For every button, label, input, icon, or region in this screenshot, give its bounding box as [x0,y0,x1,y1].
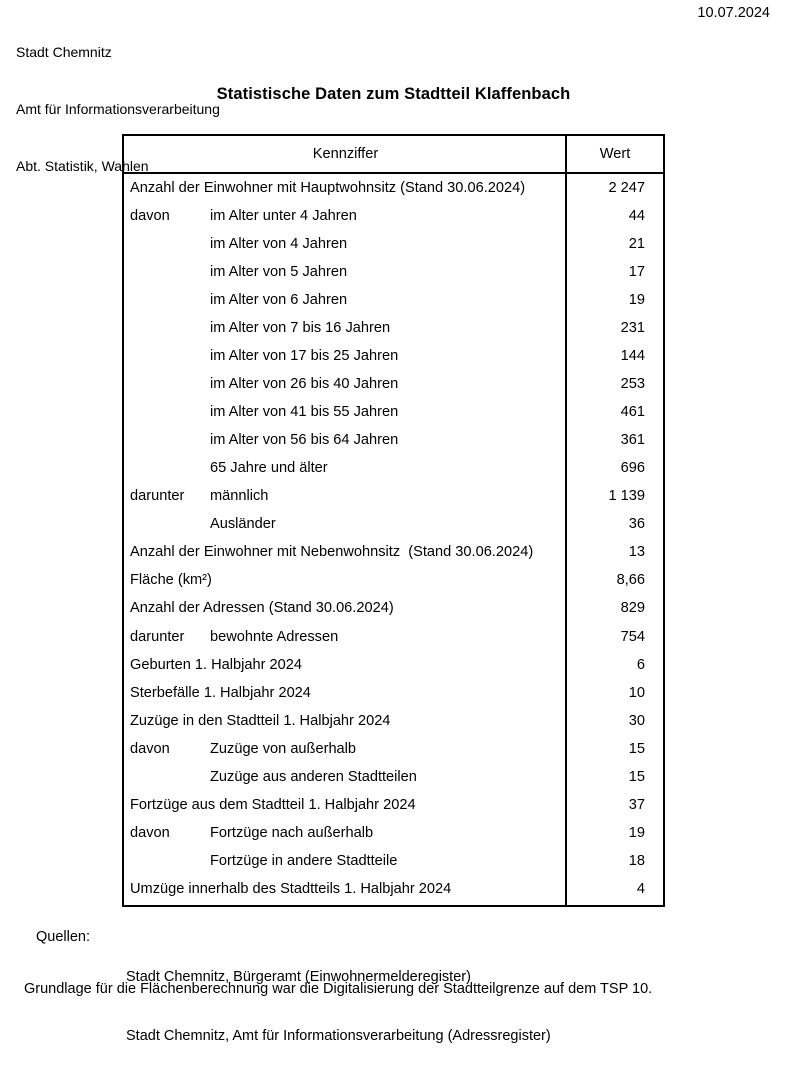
row-label: im Alter von 56 bis 64 Jahren [210,432,399,449]
row-label: Geburten 1. Halbjahr 2024 [130,656,302,673]
table-row [124,538,663,566]
row-value: 6 [636,656,645,673]
page-title: Statistische Daten zum Stadtteil Klaffenbach [216,85,571,103]
row-value: 2 247 [608,180,645,197]
row-prefix: darunter [130,628,185,645]
row-value: 8,66 [616,572,645,589]
row-value: 30 [628,712,645,729]
row-value: 44 [628,208,645,225]
row-label: Zuzüge in den Stadtteil 1. Halbjahr 2024 [130,712,391,729]
source-line-1: Stadt Chemnitz, Bürgeramt (Einwohnermelderegister) [126,969,471,985]
row-value: 15 [628,768,645,785]
row-label: im Alter von 41 bis 55 Jahren [210,404,399,421]
letterhead-line-2: Amt für Informationsverarbeitung [16,101,220,117]
row-prefix: davon [130,824,170,841]
row-label: im Alter von 7 bis 16 Jahren [210,320,391,337]
row-label: Fortzüge aus dem Stadtteil 1. Halbjahr 2024 [130,796,416,813]
row-value: 17 [628,264,645,281]
table-row [124,847,663,875]
row-value: 829 [620,600,645,617]
row-value: 36 [628,516,645,533]
row-label: im Alter unter 4 Jahren [210,208,357,225]
source-line-2: Stadt Chemnitz, Amt für Informationsverarbeitung (Adressregister) [126,1027,551,1044]
table-row [124,286,663,314]
row-label: Anzahl der Einwohner mit Hauptwohnsitz (Stand 30.06.2024) [130,180,526,197]
table-row [124,651,663,679]
table-row [124,202,663,230]
table-row [124,679,663,707]
row-label: im Alter von 17 bis 25 Jahren [210,348,399,365]
row-value: 18 [628,852,645,869]
table-row [124,370,663,398]
row-value: 461 [620,404,645,421]
row-value: 253 [620,376,645,393]
row-label: im Alter von 6 Jahren [210,292,348,309]
document-date: 10.07.2024 [697,5,770,21]
table-row [124,314,663,342]
table-row [124,566,663,594]
row-value: 231 [620,320,645,337]
row-value: 37 [628,796,645,813]
statistics-table [122,134,665,907]
row-value: 1 139 [608,488,645,505]
row-label: Sterbefälle 1. Halbjahr 2024 [130,684,311,701]
row-label: Fläche (km²) [130,572,212,589]
row-value: 21 [628,236,645,253]
table-row [124,454,663,482]
letterhead-line-1: Stadt Chemnitz [16,44,112,60]
row-label: Zuzüge aus anderen Stadtteilen [210,768,417,785]
table-row [124,735,663,763]
table-row [124,398,663,426]
row-label: im Alter von 26 bis 40 Jahren [210,376,399,393]
table-row [124,623,663,651]
row-value: 10 [628,684,645,701]
column-header-kennziffer: Kennziffer [312,146,379,162]
row-label: Anzahl der Einwohner mit Nebenwohnsitz (Stand 30.06.2024) [130,544,534,561]
row-label: im Alter von 5 Jahren [210,264,348,281]
row-prefix: darunter [130,488,185,505]
footnote: Grundlage für die Flächenberechnung war die Digitalisierung der Stadtteilgrenze auf dem TSP 10. [24,981,653,997]
row-label: Anzahl der Adressen (Stand 30.06.2024) [130,600,394,617]
table-row [124,510,663,538]
table-row [124,174,663,202]
letterhead-line-3: Abt. Statistik, Wahlen [16,158,149,174]
table-row [124,342,663,370]
row-label: Fortzüge nach außerhalb [210,824,374,841]
row-label: bewohnte Adressen [210,628,339,645]
table-row [124,875,663,903]
row-prefix: davon [130,208,170,225]
sources-label: Quellen: [36,929,91,945]
table-header-row [124,136,663,174]
row-value: 13 [628,544,645,561]
row-label: 65 Jahre und älter [210,460,328,477]
table-row [124,763,663,791]
table-row [124,258,663,286]
table-row [124,230,663,258]
row-value: 696 [620,460,645,477]
row-prefix: davon [130,740,170,757]
row-label: Umzüge innerhalb des Stadtteils 1. Halbjahr 2024 [130,880,452,897]
table-row [124,707,663,735]
table-row [124,594,663,622]
row-value: 361 [620,432,645,449]
sources-block [126,929,551,1085]
row-value: 19 [628,292,645,309]
column-header-wert: Wert [599,146,631,162]
title-wrap [122,85,665,104]
row-label: männlich [210,488,269,505]
row-value: 754 [620,628,645,645]
row-value: 4 [636,880,645,897]
row-label: Fortzüge in andere Stadtteile [210,852,398,869]
row-value: 15 [628,740,645,757]
row-label: im Alter von 4 Jahren [210,236,348,253]
table-row [124,819,663,847]
row-label: Ausländer [210,516,276,533]
table-row [124,791,663,819]
table-row [124,482,663,510]
row-value: 19 [628,824,645,841]
row-value: 144 [620,348,645,365]
row-label: Zuzüge von außerhalb [210,740,357,757]
table-row [124,426,663,454]
